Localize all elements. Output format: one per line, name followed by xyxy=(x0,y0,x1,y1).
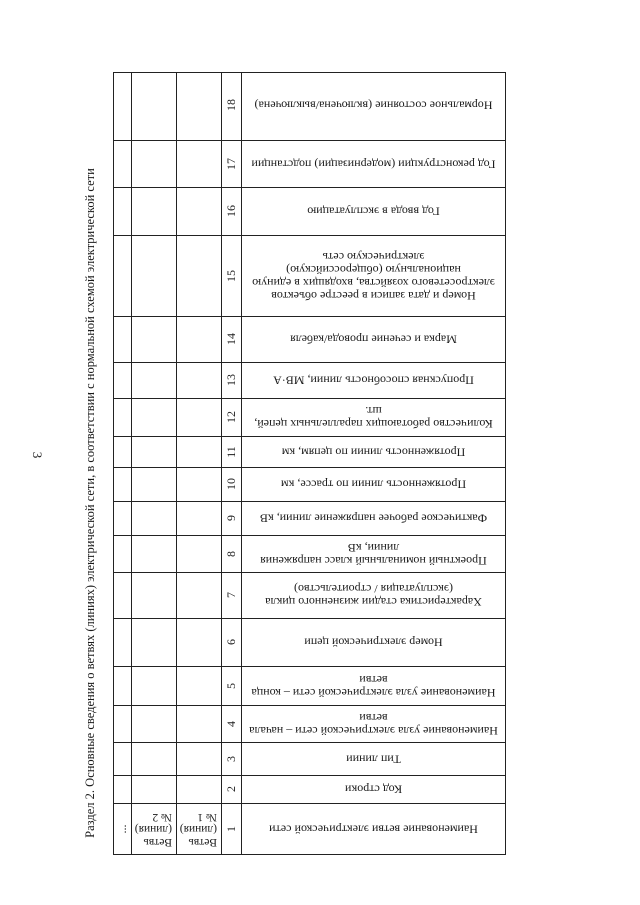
column-number: 6 xyxy=(224,639,239,646)
column-header-label: Нормальное состояние (включена/выключена) xyxy=(254,99,493,113)
column-header-label: Проектный номинальный класс напряжения линии, кВ xyxy=(260,541,487,568)
column-header-cell xyxy=(242,804,505,854)
column-number-cell xyxy=(222,706,242,742)
column-number: 18 xyxy=(224,99,239,112)
branch-value-cell xyxy=(132,468,177,501)
column-header-cell xyxy=(242,399,505,436)
column-header-label: Наименование узла электрической сети – начала ветви xyxy=(249,711,498,738)
section-title: Раздел 2. Основные сведения о ветвях (линиях) электрической сети, в соответствии с нормальной схемой электрической сети xyxy=(83,168,97,838)
branch-value-cell xyxy=(132,743,177,775)
table-row xyxy=(114,317,505,363)
column-number-cell xyxy=(222,468,242,501)
column-number: 10 xyxy=(224,478,239,491)
branch-value-cell xyxy=(177,536,222,572)
column-number: 7 xyxy=(224,592,239,599)
column-header-label: Наименование узла электрической сети – конца ветви xyxy=(251,673,496,700)
column-number-cell xyxy=(222,804,242,854)
branch-value-cell xyxy=(114,573,132,618)
branch-value-cell xyxy=(132,619,177,666)
column-header-label: Протяженность линии по цепям, км xyxy=(281,445,466,460)
column-number: 16 xyxy=(224,205,239,218)
column-number: 1 xyxy=(224,826,239,832)
column-header-cell xyxy=(242,188,505,235)
column-number: 3 xyxy=(224,756,239,762)
branch-value-cell xyxy=(177,804,222,854)
branch-value-cell xyxy=(177,317,222,362)
column-header-label: Год реконструкции (модернизации) подстанции xyxy=(251,157,496,172)
column-header-label: Номер электрической цепи xyxy=(304,636,443,650)
branch-value-cell xyxy=(177,363,222,398)
column-number-cell xyxy=(222,188,242,235)
branch-value-cell xyxy=(114,743,132,775)
column-number-cell xyxy=(222,363,242,398)
column-header-cell xyxy=(242,141,505,187)
branch-value-cell xyxy=(132,72,177,140)
column-header-cell xyxy=(242,706,505,742)
branch-value-cell xyxy=(177,188,222,235)
column-number-cell xyxy=(222,317,242,362)
branch-value-cell xyxy=(132,776,177,803)
branch-value-cell xyxy=(114,188,132,235)
branch-value-cell xyxy=(177,141,222,187)
branch-value-cell xyxy=(177,437,222,467)
branch-value-cell xyxy=(114,437,132,467)
page-number: 3 xyxy=(30,451,45,459)
column-number: 13 xyxy=(224,374,239,387)
branch-value-cell xyxy=(177,573,222,618)
branch-value-cell xyxy=(132,188,177,235)
branch-value-cell xyxy=(114,363,132,398)
branch-value-cell xyxy=(114,502,132,535)
column-header-cell xyxy=(242,236,505,316)
branch-label: ... xyxy=(115,824,130,834)
branch-label: Ветвь (линия) № 1 xyxy=(179,811,217,848)
table-grid xyxy=(113,72,506,855)
branch-value-cell xyxy=(177,667,222,705)
table-row xyxy=(114,776,505,804)
branch-value-cell xyxy=(132,317,177,362)
branches-table xyxy=(113,72,506,855)
column-header-cell xyxy=(242,619,505,666)
column-number: 15 xyxy=(224,270,239,282)
table-row xyxy=(114,502,505,536)
branch-value-cell xyxy=(114,667,132,705)
branch-value-cell xyxy=(114,776,132,803)
branch-value-cell xyxy=(132,667,177,705)
table-row xyxy=(114,804,505,854)
column-header-cell xyxy=(242,573,505,618)
column-number-cell xyxy=(222,437,242,467)
column-header-label: Код строки xyxy=(344,783,403,797)
column-number: 12 xyxy=(224,411,239,424)
branch-label: Ветвь (линия) № 2 xyxy=(134,811,172,848)
branch-value-cell xyxy=(114,468,132,501)
table-row xyxy=(114,667,505,706)
branch-value-cell xyxy=(114,619,132,666)
column-header-cell xyxy=(242,743,505,775)
branch-value-cell xyxy=(114,72,132,140)
column-number: 17 xyxy=(224,158,239,170)
column-number-cell xyxy=(222,667,242,705)
branch-value-cell xyxy=(177,706,222,742)
column-number: 9 xyxy=(224,515,239,522)
column-number-cell xyxy=(222,743,242,775)
branch-value-cell xyxy=(177,399,222,436)
branch-value-cell xyxy=(177,468,222,501)
table-row xyxy=(114,619,505,667)
column-header-cell xyxy=(242,667,505,705)
column-number: 2 xyxy=(224,786,239,793)
branch-value-cell xyxy=(132,141,177,187)
column-header-cell xyxy=(242,72,505,140)
column-header-label: Год ввода в эксплуатацию xyxy=(307,205,440,219)
column-header-label: Номер и дата записи в реестре объектов электросетевого хозяйства, входящих в единую национальную (общероссийскую) электрическую сеть xyxy=(252,250,495,303)
column-header-label: Протяженность линии по трассе, км xyxy=(280,478,467,492)
column-header-label: Тип линии xyxy=(346,752,401,767)
table-row xyxy=(114,573,505,619)
column-header-cell xyxy=(242,317,505,362)
branch-value-cell xyxy=(132,363,177,398)
table-row xyxy=(114,399,505,437)
branch-value-cell xyxy=(114,141,132,187)
column-number-cell xyxy=(222,776,242,803)
branch-value-cell xyxy=(177,743,222,775)
branch-value-cell xyxy=(114,804,132,854)
table-row xyxy=(114,141,505,188)
column-number-cell xyxy=(222,573,242,618)
branch-value-cell xyxy=(177,72,222,140)
table-row xyxy=(114,743,505,776)
branch-value-cell xyxy=(177,619,222,666)
branch-value-cell xyxy=(177,236,222,316)
column-header-label: Пропускная способность линии, МВ·А xyxy=(273,374,474,388)
column-number-cell xyxy=(222,399,242,436)
table-row xyxy=(114,706,505,743)
table-row xyxy=(114,536,505,573)
branch-value-cell xyxy=(132,437,177,467)
column-number-cell xyxy=(222,236,242,316)
column-header-label: Фактическое рабочее напряжение линии, кВ xyxy=(259,512,488,526)
branch-value-cell xyxy=(114,536,132,572)
branch-value-cell xyxy=(132,573,177,618)
column-header-cell xyxy=(242,363,505,398)
branch-value-cell xyxy=(132,804,177,854)
column-number: 4 xyxy=(224,721,239,727)
branch-value-cell xyxy=(114,706,132,742)
table-row xyxy=(114,363,505,399)
column-number: 5 xyxy=(224,683,239,689)
table-row xyxy=(114,437,505,468)
column-header-label: Характеристика стадии жизненного цикла (эксплуатация / строительство) xyxy=(265,582,482,610)
column-number: 8 xyxy=(224,551,239,557)
table-row xyxy=(114,468,505,502)
branch-value-cell xyxy=(114,236,132,316)
column-number-cell xyxy=(222,502,242,535)
branch-value-cell xyxy=(114,317,132,362)
column-header-cell xyxy=(242,437,505,467)
column-header-label: Количество работающих параллельных цепей, шт. xyxy=(254,404,493,432)
table-row xyxy=(114,188,505,236)
column-header-cell xyxy=(242,502,505,535)
column-number-cell xyxy=(222,619,242,666)
branch-value-cell xyxy=(177,502,222,535)
branch-value-cell xyxy=(177,776,222,803)
branch-value-cell xyxy=(114,399,132,436)
branch-value-cell xyxy=(132,706,177,742)
branch-value-cell xyxy=(132,502,177,535)
column-header-label: Наименование ветви электрической сети xyxy=(269,822,478,837)
column-header-cell xyxy=(242,536,505,572)
table-row xyxy=(114,236,505,317)
branch-value-cell xyxy=(132,236,177,316)
table-row xyxy=(114,72,505,141)
column-header-label: Марка и сечение провода/кабеля xyxy=(290,333,457,347)
column-number: 14 xyxy=(224,333,239,346)
branch-value-cell xyxy=(132,399,177,436)
column-number-cell xyxy=(222,141,242,187)
column-number-cell xyxy=(222,72,242,140)
column-header-cell xyxy=(242,776,505,803)
branch-value-cell xyxy=(132,536,177,572)
column-number: 11 xyxy=(224,446,239,458)
column-header-cell xyxy=(242,468,505,501)
column-number-cell xyxy=(222,536,242,572)
